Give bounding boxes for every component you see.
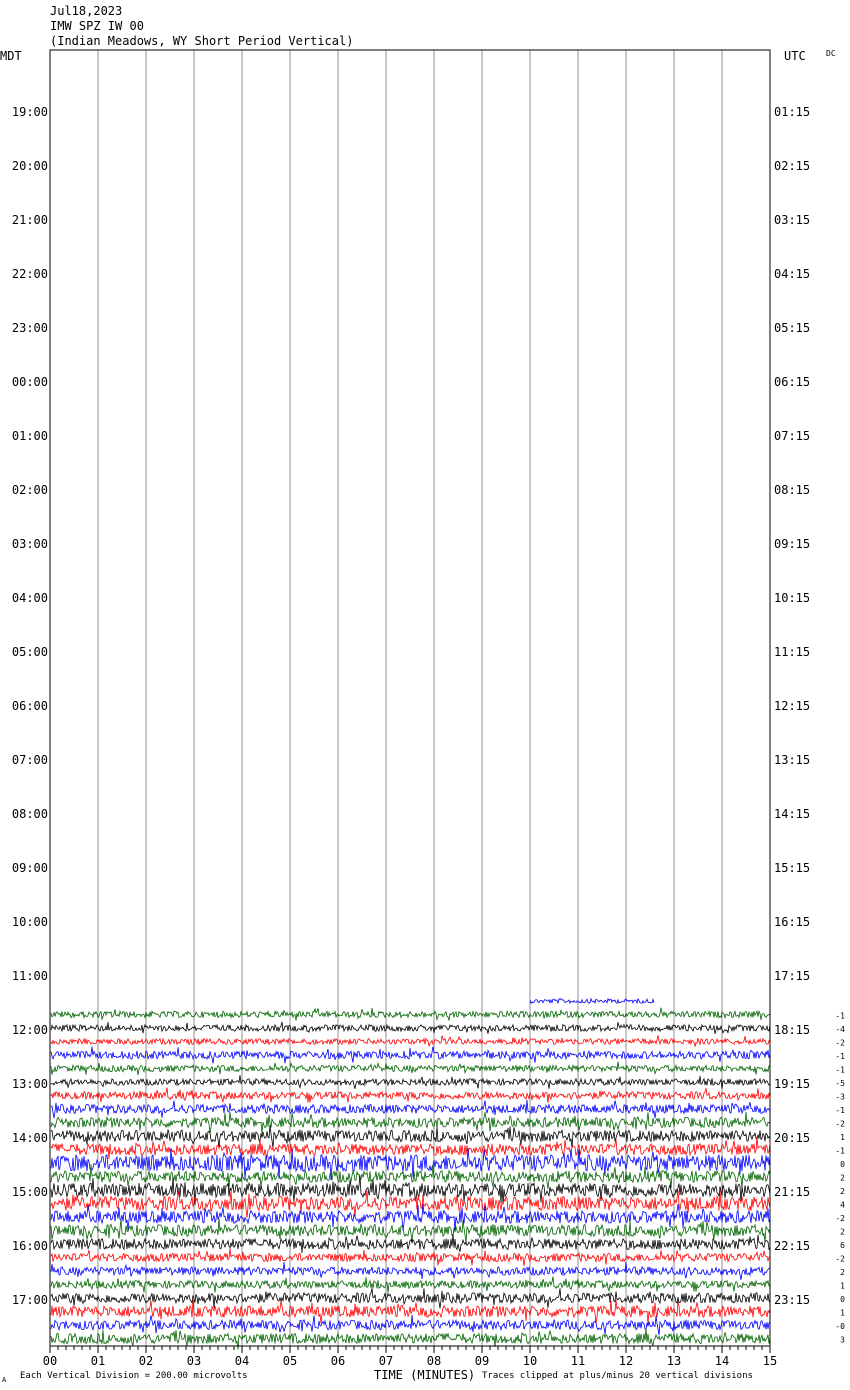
time-labels	[12, 105, 810, 1307]
right-time-label: 05:15	[774, 321, 811, 335]
left-time-label: 07:00	[11, 753, 48, 767]
trace-line	[51, 1112, 770, 1134]
x-tick-label: 13	[666, 1354, 682, 1368]
right-time-label: 02:15	[774, 159, 811, 173]
left-time-label: 05:00	[11, 645, 48, 659]
left-time-label: 13:00	[11, 1077, 48, 1091]
trace-offset-label: -1	[835, 1146, 845, 1156]
right-time-label: 07:15	[774, 429, 811, 443]
trace-line	[51, 1288, 770, 1308]
x-tick-label: 08	[426, 1354, 442, 1368]
x-tick-label: 07	[378, 1354, 394, 1368]
trace-offset-label: 2	[840, 1187, 845, 1196]
left-time-label: 01:00	[11, 429, 48, 443]
left-time-label: 02:00	[11, 483, 48, 497]
right-time-label: 13:15	[774, 753, 811, 767]
left-time-label: 09:00	[11, 861, 48, 875]
right-time-label: 19:15	[774, 1077, 811, 1091]
left-time-label: 20:00	[11, 159, 48, 173]
trace-offset-label: -1	[835, 1065, 845, 1075]
right-time-label: 04:15	[774, 267, 811, 281]
right-time-label: 16:15	[774, 915, 811, 929]
trace-line	[530, 999, 654, 1003]
trace-line	[51, 1175, 770, 1205]
x-tick-label: 14	[714, 1354, 730, 1368]
trace-offset-label: 1	[840, 1308, 845, 1318]
left-time-label: 11:00	[11, 969, 48, 983]
trace-line	[51, 1022, 770, 1034]
trace-line	[51, 1300, 770, 1324]
trace-offset-label: -1	[835, 1011, 845, 1021]
trace-offset-label: -2	[835, 1038, 845, 1048]
right-time-label: 21:15	[774, 1185, 811, 1199]
right-timezone: UTC	[784, 49, 806, 63]
x-tick-label: 12	[618, 1354, 634, 1368]
right-time-label: 01:15	[774, 105, 811, 119]
trace-offset-label: 1	[840, 1133, 845, 1142]
x-tick-label: 02	[138, 1354, 154, 1368]
right-time-label: 14:15	[774, 807, 811, 821]
trace-offset-label: 6	[840, 1241, 845, 1250]
right-time-label: 03:15	[774, 213, 811, 227]
right-time-label: 22:15	[774, 1239, 811, 1253]
left-time-label: 17:00	[11, 1293, 48, 1307]
right-time-label: 08:15	[774, 483, 811, 497]
trace-offset-label: -3	[835, 1092, 845, 1102]
trace-line	[51, 1047, 770, 1064]
trace-offset-label: 2	[840, 1268, 845, 1277]
trace-line	[51, 1075, 770, 1089]
right-time-label: 09:15	[774, 537, 811, 551]
left-time-label: 06:00	[11, 699, 48, 713]
right-time-label: 10:15	[774, 591, 811, 605]
scale-note: Each Vertical Division = 200.00 microvolts	[20, 1371, 248, 1381]
left-time-label: 21:00	[11, 213, 48, 227]
x-tick-label: 15	[762, 1354, 778, 1368]
trace-offset-label: 3	[840, 1335, 845, 1345]
left-time-label: 14:00	[11, 1131, 48, 1145]
trace-line	[51, 1100, 770, 1118]
x-tick-label: 10	[522, 1354, 538, 1368]
trace-offset-labels	[835, 1012, 845, 1345]
x-tick-label: 06	[330, 1354, 346, 1368]
trace-offset-label: -2	[835, 1254, 845, 1264]
trace-offset-label: 0	[840, 1160, 845, 1169]
seismic-traces	[51, 999, 770, 1350]
left-time-label: 12:00	[11, 1023, 48, 1037]
right-time-label: 06:15	[774, 375, 811, 389]
left-time-label: 22:00	[11, 267, 48, 281]
trace-offset-label: -2	[835, 1214, 845, 1223]
trace-offset-label: -1	[835, 1106, 845, 1115]
station-description: (Indian Meadows, WY Short Period Vertical)	[50, 34, 354, 48]
trace-offset-label: 2	[840, 1173, 845, 1183]
left-time-label: 23:00	[11, 321, 48, 335]
left-time-label: 19:00	[11, 105, 48, 119]
trace-offset-label: -5	[835, 1079, 845, 1088]
left-time-label: 08:00	[11, 807, 48, 821]
x-tick-label: 01	[90, 1354, 106, 1368]
left-time-label: 00:00	[11, 375, 48, 389]
trace-offset-label: -0	[835, 1322, 845, 1331]
trace-offset-label: 0	[840, 1295, 845, 1304]
trace-line	[51, 1262, 770, 1280]
trace-line	[51, 1008, 770, 1021]
corner-mark: A	[2, 1376, 7, 1384]
left-time-label: 15:00	[11, 1185, 48, 1199]
trace-offset-label: -1	[835, 1052, 845, 1061]
x-tick-label: 03	[186, 1354, 202, 1368]
trace-line	[51, 1315, 770, 1335]
x-tick-label: 00	[42, 1354, 58, 1368]
right-time-label: 12:15	[774, 699, 811, 713]
left-timezone: MDT	[0, 49, 22, 63]
left-time-label: 10:00	[11, 915, 48, 929]
trace-offset-label: 2	[840, 1227, 845, 1237]
right-time-label: 11:15	[774, 645, 811, 659]
x-axis	[43, 1346, 777, 1368]
clip-note: Traces clipped at plus/minus 20 vertical divisions	[482, 1371, 753, 1381]
station-code: IMW SPZ IW 00	[50, 19, 144, 33]
trace-line	[51, 1035, 770, 1046]
right-time-label: 18:15	[774, 1023, 811, 1037]
right-time-label: 23:15	[774, 1293, 811, 1307]
trace-offset-label: 4	[840, 1200, 845, 1210]
left-time-label: 04:00	[11, 591, 48, 605]
x-tick-label: 04	[234, 1354, 250, 1368]
chart-date: Jul18,2023	[50, 4, 123, 18]
x-tick-label: 11	[570, 1354, 586, 1368]
trace-offset-label: -4	[835, 1025, 845, 1034]
trace-line	[51, 1062, 770, 1075]
x-tick-label: 09	[474, 1354, 490, 1368]
trace-line	[51, 1249, 770, 1267]
x-tick-label: 05	[282, 1354, 298, 1368]
trace-line	[51, 1088, 770, 1103]
right-time-label: 15:15	[774, 861, 811, 875]
trace-offset-label: 1	[840, 1281, 845, 1291]
trace-line	[51, 1234, 770, 1253]
right-time-label: 20:15	[774, 1131, 811, 1145]
trace-offset-label: -2	[835, 1119, 845, 1129]
right-time-label: 17:15	[774, 969, 811, 983]
corner-tag: DC	[826, 49, 836, 58]
trace-line	[51, 1277, 770, 1293]
left-time-label: 03:00	[11, 537, 48, 551]
left-time-label: 16:00	[11, 1239, 48, 1253]
x-axis-title: TIME (MINUTES)	[374, 1368, 476, 1382]
